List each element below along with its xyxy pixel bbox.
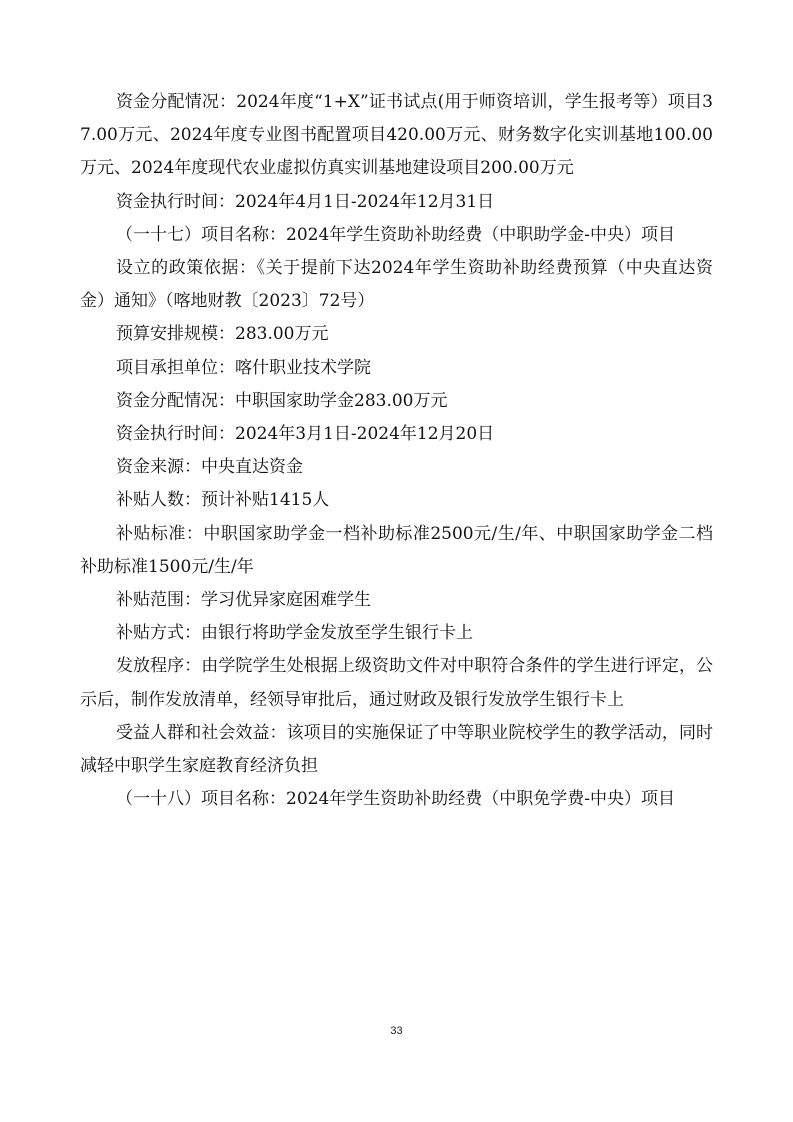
page-number: 33: [390, 1025, 403, 1037]
paragraph-policy-basis: 设立的政策依据：《关于提前下达2024年学生资助补助经费预算（中央直达资金）通知》（喀地财教〔2023〕72号）: [80, 258, 713, 312]
paragraph-subsidy-scope: 补贴范围：学习优异家庭困难学生: [116, 590, 371, 611]
paragraph-subsidy-standard: 补贴标准：中职国家助学金一档补助标准2500元/生/年、中职国家助学金二档补助标准1500元/生/年: [80, 523, 713, 577]
paragraph-beneficiaries: 受益人群和社会效益：该项目的实施保证了中等职业院校学生的教学活动，同时减轻中职学生家庭教育经济负担: [80, 722, 713, 777]
paragraph-project-17-title: （一十七）项目名称：2024年学生资助补助经费（中职助学金-中央）项目: [116, 224, 676, 245]
paragraph-undertaking-unit: 项目承担单位：喀什职业技术学院: [116, 357, 371, 378]
paragraph-fund-allocation-2: 资金分配情况：中职国家助学金283.00万元: [116, 390, 448, 411]
paragraph-budget-scale: 预算安排规模：283.00万元: [116, 324, 329, 345]
paragraph-subsidy-count: 补贴人数：预计补贴1415人: [116, 490, 330, 511]
paragraph-execution-time-2: 资金执行时间：2024年3月1日-2024年12月20日: [116, 424, 495, 445]
paragraph-fund-allocation-1: 资金分配情况：2024年度“1+X”证书试点(用于师资培训，学生报考等）项目37.00万元、2024年度专业图书配置项目420.00万元、财务数字化实训基地100.00万元、2024年度现代农业虚拟仿真实训基地建设项目200.00万元: [80, 92, 713, 179]
paragraph-project-18-title: （一十八）项目名称：2024年学生资助补助经费（中职免学费-中央）项目: [116, 789, 676, 810]
document-body: [80, 86, 713, 816]
paragraph-execution-time-1: 资金执行时间：2024年4月1日-2024年12月31日: [116, 191, 495, 212]
paragraph-distribution-procedure: 发放程序：由学院学生处根据上级资助文件对中职符合条件的学生进行评定，公示后，制作发放清单，经领导审批后，通过财政及银行发放学生银行卡上: [80, 656, 713, 710]
paragraph-fund-source: 资金来源：中央直达资金: [116, 457, 303, 478]
paragraph-subsidy-method: 补贴方式：由银行将助学金发放至学生银行卡上: [116, 623, 473, 644]
